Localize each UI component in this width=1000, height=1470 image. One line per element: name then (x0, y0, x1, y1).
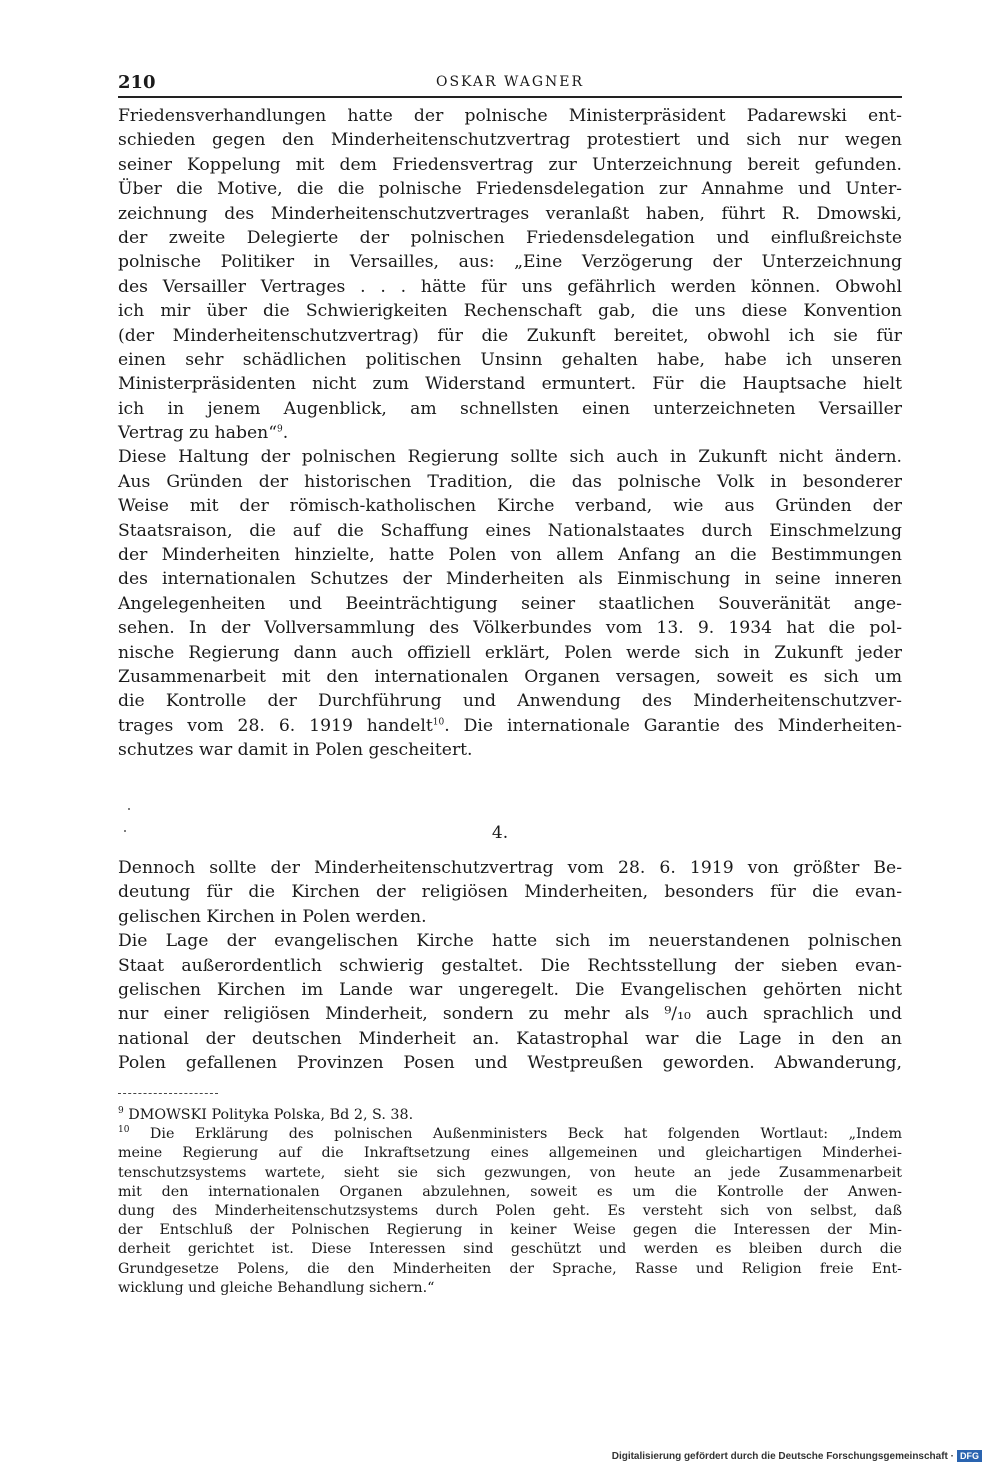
paragraph-2 (118, 445, 902, 762)
text-line: Weise mit der römisch-katholischen Kirche verband, wie aus Gründen der (118, 496, 902, 517)
footnote-line: derheit gerichtet ist. Diese Interessen sind geschützt und werden es bleiben durch die (118, 1241, 902, 1258)
text-line: sehen. In der Vollversammlung des Völkerbundes vom 13. 9. 1934 hat die pol- (118, 618, 902, 639)
text-line: Die Lage der evangelischen Kirche hatte sich im neuerstandenen polnischen (118, 931, 902, 952)
footnote-text: DMOWSKI Polityka Polska, Bd 2, S. 38. (123, 1107, 414, 1123)
text-line: schutzes war damit in Polen gescheitert. (118, 740, 473, 761)
footnote-line: tenschutzsystems wartete, sieht sie sich gezwungen, von heute an jede Zusammenarbeit (118, 1164, 902, 1181)
text-line: der zweite Delegierte der polnischen Friedensdelegation und einflußreichste (118, 227, 902, 248)
text-line: Friedensverhandlungen hatte der polnische Ministerpräsident Padarewski ent- (118, 106, 902, 126)
text-line: Polen gefallenen Provinzen Posen und Westpreußen geworden. Abwanderung, (118, 1053, 902, 1074)
footnote-9 (118, 1106, 902, 1125)
text-line: seiner Koppelung mit dem Friedensvertrag zur Unterzeichnung bereit gefunden. (118, 154, 902, 175)
paragraph-4 (118, 929, 902, 1075)
text-line: schieden gegen den Minderheitenschutzvertrag protestiert und sich nur wegen (118, 130, 902, 151)
footnote-number: 10 (118, 1125, 130, 1136)
text-line: Über die Motive, die die polnische Friedensdelegation zur Annahme und Unter- (118, 179, 902, 200)
text-line: gelischen Kirchen im Lande war ungeregelt. Die Evangelischen gehörten nicht (118, 979, 902, 1000)
text-segment: Vertrag zu haben“ (118, 423, 277, 444)
text-line: Dennoch sollte der Minderheitenschutzvertrag vom 28. 6. 1919 von größter Be- (118, 858, 902, 878)
body-text-lower (118, 856, 902, 1076)
text-line: national der deutschen Minderheit an. Katastrophal war die Lage in den an (118, 1028, 902, 1049)
footnote-10 (118, 1125, 902, 1144)
text-line: Aus Gründen der historischen Tradition, die das polnische Volk in besonderer (118, 471, 902, 492)
banner-text: Digitalisierung gefördert durch die Deutsche Forschungsgemeinschaft · (611, 1450, 954, 1462)
paragraph-1 (118, 104, 902, 445)
text-line: ich mir über die Schwierigkeiten Rechenschaft gab, die uns diese Konvention (118, 301, 902, 322)
running-head: OSKAR WAGNER (435, 74, 585, 90)
scan-speck (124, 830, 126, 832)
text-line: einen sehr schädlichen politischen Unsinn gehalten habe, habe ich unseren (118, 349, 902, 370)
text-segment: nur einer religiösen Minderheit, sondern zu mehr als (118, 1004, 665, 1025)
footnote-line: dung des Minderheitenschutzsystems durch Polen geht. Es versteht sich von selbst, daß (118, 1202, 902, 1219)
text-line: zeichnung des Minderheitenschutzvertrages veranlaßt haben, führt R. Dmowski, (118, 203, 902, 224)
digitization-banner (612, 1450, 982, 1462)
text-line: der Minderheiten hinzielte, hatte Polen von allem Anfang an die Bestimmungen (118, 545, 902, 566)
text-line (118, 421, 902, 445)
text-line: nische Regierung dann auch offiziell erklärt, Polen werde sich in Zukunft jeder (118, 642, 902, 663)
footnote-text: Die Erklärung des polnischen Außenministers Beck hat folgenden Wortlaut: „Indem (129, 1126, 902, 1143)
page-header (118, 72, 902, 94)
footnote-line: meine Regierung auf die Inkraftsetzung eines allgemeinen und gleichartigen Minderhei- (118, 1145, 902, 1162)
text-line: gelischen Kirchen in Polen werden. (118, 906, 427, 927)
footnote-line: wicklung und gleiche Behandlung sichern.“ (118, 1279, 435, 1296)
text-line: Staatsraison, die auf die Schaffung eines Nationalstaates durch Einschmelzung (118, 520, 902, 541)
text-segment: . Die internationale Garantie des Minderheiten- (444, 715, 902, 736)
footnote-rule (118, 1093, 218, 1094)
text-line: des internationalen Schutzes der Minderheiten als Einmischung in seine inneren (118, 569, 902, 590)
footnote-ref-10[interactable]: 10 (432, 717, 445, 728)
text-line: polnische Politiker in Versailles, aus: „Eine Verzögerung der Unterzeichnung (118, 252, 902, 273)
text-line: Diese Haltung der polnischen Regierung sollte sich auch in Zukunft nicht ändern. (118, 447, 902, 468)
fraction: ⁹/₁₀ (664, 1004, 691, 1025)
text-segment: auch sprachlich und (690, 1004, 902, 1025)
footnote-line: mit den internationalen Organen abzulehnen, soweit es um die Kontrolle der Anwen- (118, 1183, 902, 1200)
footnote-number: 9 (118, 1106, 124, 1117)
text-line: ich in jenem Augenblick, am schnellsten einen unterzeichneten Versailler (118, 398, 902, 419)
text-segment: . (282, 423, 289, 444)
text-line: (der Minderheitenschutzvertrag) für die Zukunft bereitet, obwohl ich sie für (118, 325, 902, 346)
dfg-logo: DFG (957, 1450, 982, 1462)
page-number: 210 (118, 72, 156, 93)
text-line: Angelegenheiten und Beeinträchtigung seiner staatlichen Souveränität ange- (118, 593, 902, 614)
scan-speck (128, 808, 130, 810)
body-text-upper (118, 104, 902, 763)
text-line: Ministerpräsidenten nicht zum Widerstand ermuntert. Für die Hauptsache hielt (118, 374, 902, 395)
text-line: deutung für die Kirchen der religiösen Minderheiten, besonders für die evan- (118, 882, 902, 903)
footnotes (118, 1106, 902, 1298)
footnote-ref-9[interactable]: 9 (277, 424, 283, 435)
footnote-line: der Entschluß der Polnischen Regierung in keiner Weise gegen die Interessen der Min- (118, 1222, 902, 1239)
text-line (118, 1002, 902, 1026)
text-segment: trages vom 28. 6. 1919 handelt (118, 715, 433, 736)
text-line: Staat außerordentlich schwierig gestaltet. Die Rechtsstellung der sieben evan- (118, 955, 902, 976)
paragraph-3 (118, 856, 902, 929)
text-line: Zusammenarbeit mit den internationalen Organen versagen, soweit es sich um (118, 666, 902, 687)
footnote-line: Grundgesetze Polens, die den Minderheiten der Sprache, Rasse und Religion freie Ent- (118, 1260, 902, 1277)
section-number: 4. (491, 823, 509, 843)
header-rule (118, 96, 902, 98)
text-line: des Versailler Vertrages . . . hätte für uns gefährlich werden können. Obwohl (118, 276, 902, 297)
text-line: die Kontrolle der Durchführung und Anwendung des Minderheitenschutzver- (118, 691, 902, 712)
text-line (118, 714, 902, 738)
